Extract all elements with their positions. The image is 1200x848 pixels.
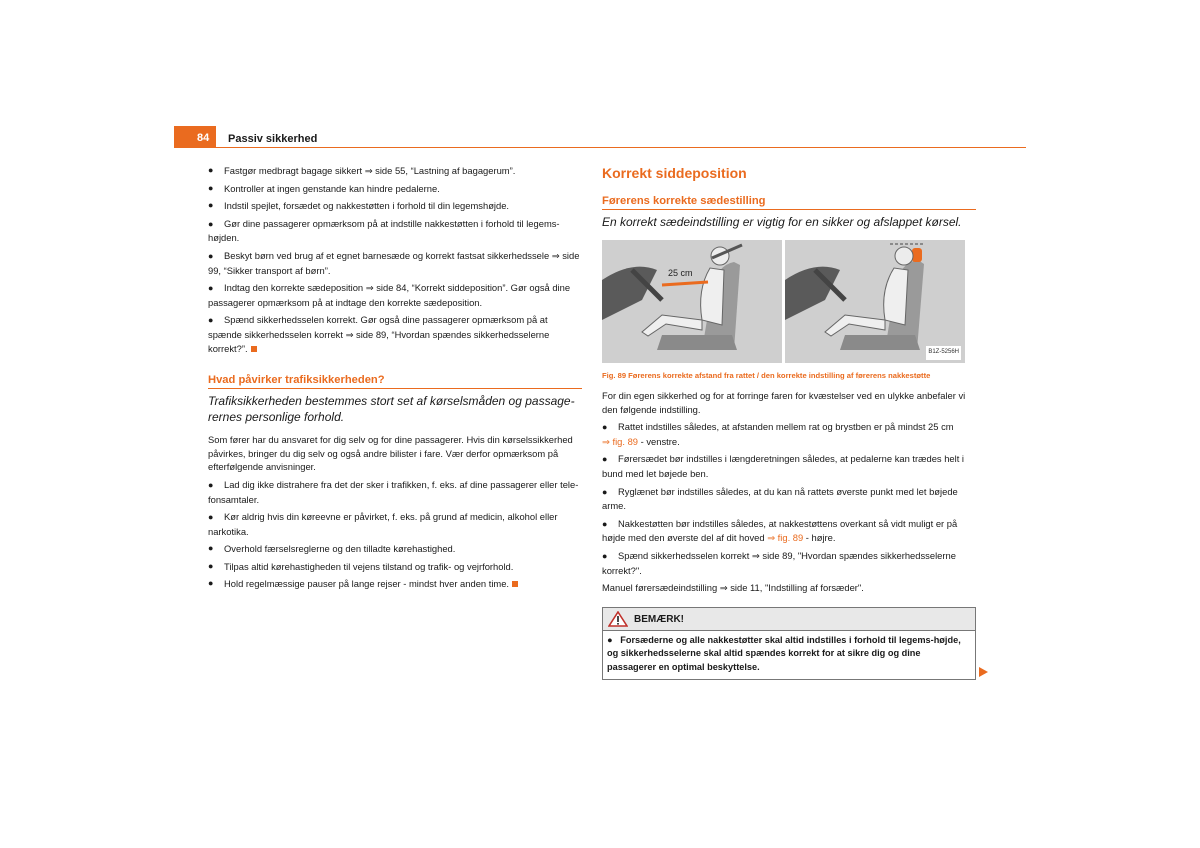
arrow-right-icon <box>979 667 988 677</box>
figure-code: B1Z-5256H <box>926 346 961 360</box>
section-heading: Førerens korrekte sædestilling <box>602 195 766 207</box>
right-column <box>602 164 976 680</box>
bullet-icon: ● <box>208 250 214 261</box>
bullet-icon: ● <box>208 165 214 175</box>
bullet-icon: ● <box>602 518 608 529</box>
bullet-icon: ● <box>208 543 214 554</box>
seat-position-illustration <box>602 240 965 363</box>
figure-89 <box>602 240 965 363</box>
bullet-icon: ● <box>208 182 214 193</box>
section-rule <box>602 209 976 210</box>
list-item: ● Spænd sikkerhedsselen korrekt ⇒ side 89, "Hvordan spændes sikkerhedsselerne korrekt?". <box>602 549 956 576</box>
list-item: ● Tilpas altid kørehastigheden til vejens tilstand og trafik- og vejrforhold. <box>208 560 514 572</box>
bullet-icon: ● <box>208 512 214 523</box>
intro-paragraph: For din egen sikkerhed og for at forringe faren for kvæstelser ved en ulykke anbefaler vi den følgende indstilling. <box>602 390 966 415</box>
bullet-icon: ● <box>208 479 214 490</box>
page-number: 84 <box>197 132 210 144</box>
list-item: ● Gør dine passagerer opmærksom på at indstille nakkestøtten i forhold til legems-højden. <box>208 217 560 244</box>
warning-label: BEMÆRK! <box>634 613 684 625</box>
list-item: ● Hold regelmæssige pauser på lange rejser - mindst hver anden time. <box>208 577 582 591</box>
page-number-box <box>174 126 216 148</box>
list-item: ● Indtag den korrekte sædeposition ⇒ side 84, “Korrekt siddeposition”. Gør også dine passagerer opmærksom på at indtage den korrekte sædeposition. <box>208 282 571 308</box>
bullet-icon: ● <box>208 315 214 326</box>
bullet-icon: ● <box>208 200 214 211</box>
bullet-icon: ● <box>208 560 214 571</box>
bullet-icon: ● <box>208 283 214 294</box>
list-item: ● Fastgør medbragt bagage sikkert ⇒ side 55, “Lastning af bagagerum”. <box>208 165 516 176</box>
list-item: ● Nakkestøtten bør indstilles således, at nakkestøttens overkant så vidt muligt er på højde med den øverste del af dit hoved ⇒ fig. 89 - højre. <box>602 517 958 544</box>
figure-caption: Fig. 89 Førerens korrekte afstand fra rattet / den korrekte indstilling af førerens nakkestøtte <box>602 371 931 380</box>
list-item: ● Ryglænet bør indstilles således, at du kan nå rattets øverste punkt med let bøjede arme. <box>602 485 958 512</box>
warning-text: ● Forsæderne og alle nakkestøtter skal altid indstilles i forhold til legems-højde, og sikkerhedsselerne skal altid spændes korrekt for at sikre dig og dine passagerer en optimal beskyttelse. <box>607 634 961 672</box>
bullet-icon: ● <box>602 550 608 561</box>
manual-seat-note: Manuel førersædeindstilling ⇒ side 11, "Indstilling af forsæder". <box>602 582 864 594</box>
lead-text: Trafiksikkerheden bestemmes stort set af kørselsmåden og passage-rernes personlige forhold. <box>208 394 575 425</box>
list-item: ● Lad dig ikke distrahere fra det der sker i trafikken, f. eks. af dine passagerer eller tele-fonsamtaler. <box>208 478 579 505</box>
distance-label: 25 cm <box>668 268 693 278</box>
bullet-icon: ● <box>602 422 608 433</box>
left-column <box>208 164 582 595</box>
intro-paragraph: Som fører har du ansvaret for dig selv og for dine passagerer. Hvis din kørselssikkerhed påvirkes, bringer du dig selv og også andre bilister i fare. Vær derfor opmærksom på efterfølgende anvisninger. <box>208 434 573 473</box>
warning-header <box>603 608 975 631</box>
section-rule <box>208 388 582 389</box>
section-heading: Hvad påvirker trafiksikkerheden? <box>208 374 385 387</box>
list-item: ● Kør aldrig hvis din køreevne er påvirket, f. eks. på grund af medicin, alkohol eller narkotika. <box>208 511 558 537</box>
end-square-icon <box>512 581 518 587</box>
list-item: ● Overhold færselsreglerne og den tilladte kørehastighed. <box>208 543 456 555</box>
figure-link[interactable]: ⇒ fig. 89 <box>602 435 638 447</box>
end-square-icon <box>251 346 257 352</box>
bullet-icon: ● <box>208 578 214 589</box>
list-item: ● Rattet indstilles således, at afstanden mellem rat og brystben er på mindst 25 cm ⇒ fig. 89 - venstre. <box>602 421 954 447</box>
list-item: ● Førersædet bør indstilles i længderetningen således, at pedalerne kan trædes helt i bund med let bøjede ben. <box>602 453 965 479</box>
bullet-icon: ● <box>602 454 608 465</box>
list-item: ● Kontroller at ingen genstande kan hindre pedalerne. <box>208 182 440 194</box>
page-title: Korrekt siddeposition <box>602 165 747 181</box>
warning-box <box>602 607 976 680</box>
bullet-icon: ● <box>607 634 621 645</box>
list-item: ● Spænd sikkerhedsselen korrekt. Gør også dine passagerer opmærksom på at spænde sikkerhedsselen korrekt ⇒ side 89, “Hvordan spændes sikkerhedsselerne korrekt?”. <box>208 314 550 354</box>
bullet-icon: ● <box>602 486 608 497</box>
bullet-icon: ● <box>208 218 214 229</box>
warning-triangle-icon <box>608 611 628 627</box>
header-rule <box>216 147 1026 148</box>
list-item: ● Indstil spejlet, forsædet og nakkestøtten i forhold til din legemshøjde. <box>208 200 510 212</box>
list-item: ● Beskyt børn ved brug af et egnet barnesæde og korrekt fastsat sikkerhedssele ⇒ side 99, “Sikker transport af børn”. <box>208 249 580 276</box>
figure-link[interactable]: ⇒ fig. 89 <box>767 532 804 544</box>
section-title: Passiv sikkerhed <box>228 133 318 145</box>
lead-text: En korrekt sædeindstilling er vigtig for en sikker og afslappet kørsel. <box>602 215 962 229</box>
